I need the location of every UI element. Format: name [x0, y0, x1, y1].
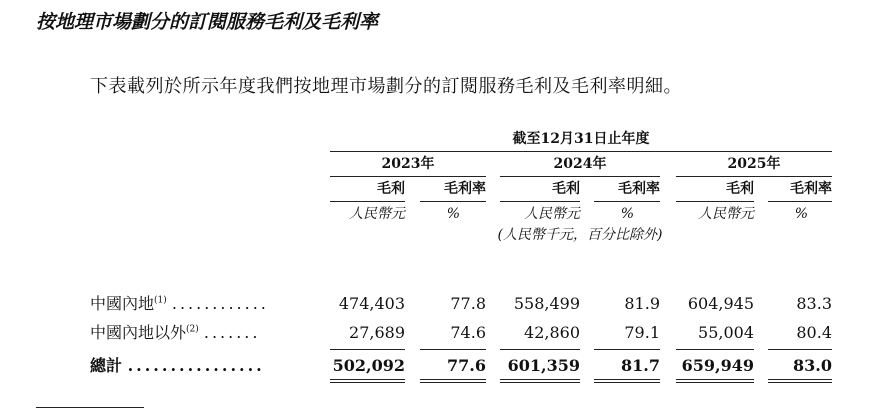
total-double-rule	[330, 382, 405, 383]
total-top-rule	[676, 349, 754, 350]
year-header-2025: 2025年	[727, 156, 781, 172]
period-header-rule	[330, 151, 832, 152]
col-header-margin-2024: 毛利率	[618, 181, 660, 197]
unit-rmb-2025: 人民幣元	[698, 206, 754, 222]
total-double-rule	[500, 382, 580, 383]
section-heading: 按地理市場劃分的訂閱服務毛利及毛利率	[36, 11, 379, 33]
cell-total-gross-profit-2025: 659,949	[681, 356, 754, 375]
unit-pct-2024: %	[620, 206, 634, 222]
col-rule-6	[768, 201, 832, 202]
cell-margin-2024: 81.9	[624, 294, 660, 313]
total-double-rule	[594, 379, 660, 380]
row-label-text: 中國內地以外	[90, 323, 187, 342]
cell-margin-2023: 77.8	[450, 294, 486, 313]
year-rule-2023	[330, 176, 486, 177]
total-top-rule	[330, 349, 405, 350]
total-top-rule	[420, 349, 486, 350]
col-rule-1	[330, 201, 405, 202]
total-double-rule	[420, 379, 486, 380]
cell-total-gross-profit-2024: 601,359	[507, 356, 580, 375]
year-rule-2025	[676, 176, 832, 177]
cell-gross-profit-2025: 55,004	[698, 323, 754, 342]
row-label-text: 中國內地	[90, 294, 155, 313]
col-header-margin-2023: 毛利率	[444, 181, 486, 197]
leader-dots: ................	[127, 356, 265, 375]
period-header: 截至12月31日止年度	[512, 131, 650, 147]
col-rule-3	[500, 201, 580, 202]
unit-pct-2025: %	[794, 206, 808, 222]
cell-total-margin-2025: 83.0	[793, 356, 832, 375]
cell-gross-profit-2023: 474,403	[338, 294, 405, 313]
col-header-gross-profit-2024: 毛利	[552, 181, 580, 197]
total-top-rule	[768, 349, 832, 350]
col-header-gross-profit-2025: 毛利	[726, 181, 754, 197]
cell-gross-profit-2024: 42,860	[524, 323, 580, 342]
year-rule-2024	[500, 176, 660, 177]
total-double-rule	[330, 379, 405, 380]
total-double-rule	[500, 379, 580, 380]
total-double-rule	[420, 382, 486, 383]
cell-total-gross-profit-2023: 502,092	[332, 356, 405, 375]
col-rule-2	[420, 201, 486, 202]
cell-margin-2025: 80.4	[796, 323, 832, 342]
total-double-rule	[768, 379, 832, 380]
year-header-2023: 2023年	[381, 156, 435, 172]
cell-gross-profit-2025: 604,945	[687, 294, 754, 313]
row-label-text: 總計	[90, 356, 123, 375]
row-label-total	[90, 355, 265, 377]
total-top-rule	[594, 349, 660, 350]
row-label-outside-mainland	[90, 322, 260, 344]
leader-dots: .......	[203, 323, 261, 342]
cell-margin-2025: 83.3	[796, 294, 832, 313]
unit-rmb-2023: 人民幣元	[349, 206, 405, 222]
footnote-separator	[36, 407, 144, 408]
row-label-mainland-china	[90, 293, 269, 315]
unit-note: (人民幣千元，百分比除外)	[497, 227, 663, 243]
col-header-margin-2025: 毛利率	[790, 181, 832, 197]
year-header-2024: 2024年	[553, 156, 607, 172]
col-rule-4	[594, 201, 660, 202]
leader-dots: ............	[171, 294, 269, 313]
cell-margin-2024: 79.1	[624, 323, 660, 342]
unit-pct-2023: %	[446, 206, 460, 222]
footnote-ref: (1)	[154, 295, 167, 306]
total-double-rule	[676, 382, 754, 383]
cell-gross-profit-2023: 27,689	[349, 323, 405, 342]
cell-gross-profit-2024: 558,499	[513, 294, 580, 313]
total-double-rule	[594, 382, 660, 383]
cell-margin-2023: 74.6	[450, 323, 486, 342]
cell-total-margin-2024: 81.7	[621, 356, 660, 375]
total-double-rule	[676, 379, 754, 380]
unit-rmb-2024: 人民幣元	[524, 206, 580, 222]
cell-total-margin-2023: 77.6	[447, 356, 486, 375]
total-top-rule	[500, 349, 580, 350]
intro-paragraph: 下表載列於所示年度我們按地理市場劃分的訂閱服務毛利及毛利率明細。	[90, 76, 682, 97]
col-rule-5	[676, 201, 754, 202]
total-double-rule	[768, 382, 832, 383]
col-header-gross-profit-2023: 毛利	[377, 181, 405, 197]
footnote-ref: (2)	[186, 324, 199, 335]
